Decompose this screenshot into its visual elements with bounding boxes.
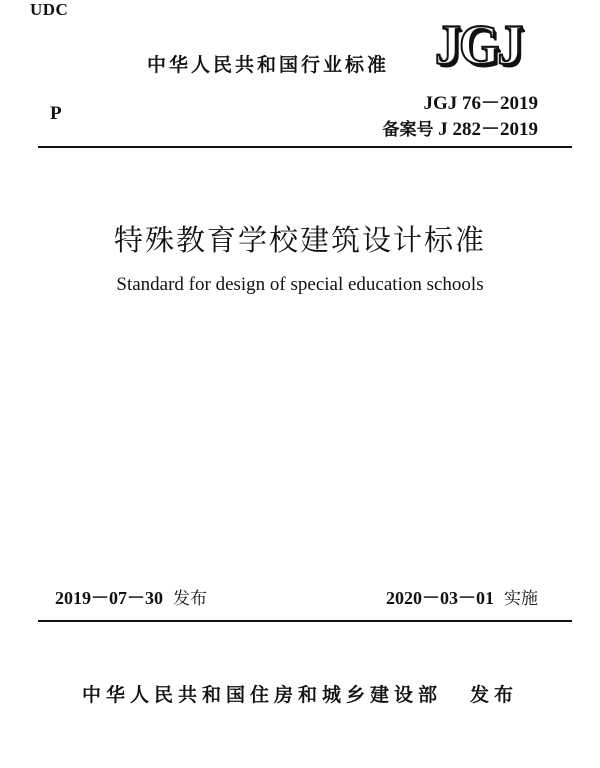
implementation-date: 2020－03－01 xyxy=(386,588,494,608)
category-code: P xyxy=(50,103,62,124)
bottom-divider xyxy=(38,620,572,622)
publisher-name: 中华人民共和国住房和城乡建设部 xyxy=(81,684,442,706)
jgj-logo: JGJ xyxy=(435,14,522,77)
top-divider xyxy=(38,146,572,148)
record-number xyxy=(382,114,538,141)
publish-label: 发布 xyxy=(470,684,519,706)
udc-label: UDC xyxy=(30,0,69,19)
issue-date-line xyxy=(55,584,207,610)
standard-code: JGJ 76－2019 xyxy=(423,93,538,114)
implementation-label: 实施 xyxy=(504,589,538,609)
issue-date: 2019－07－30 xyxy=(55,588,163,608)
implementation-date-line xyxy=(386,584,538,610)
publisher-line xyxy=(0,680,600,707)
record-code: J 282－2019 xyxy=(438,119,538,140)
record-label: 备案号 xyxy=(382,120,434,140)
issue-label: 发布 xyxy=(173,589,207,609)
title-english: Standard for design of special education schools xyxy=(116,274,484,295)
industry-standard-heading: 中华人民共和国行业标准 xyxy=(147,54,390,76)
title-chinese: 特殊教育学校建筑设计标准 xyxy=(113,223,486,257)
